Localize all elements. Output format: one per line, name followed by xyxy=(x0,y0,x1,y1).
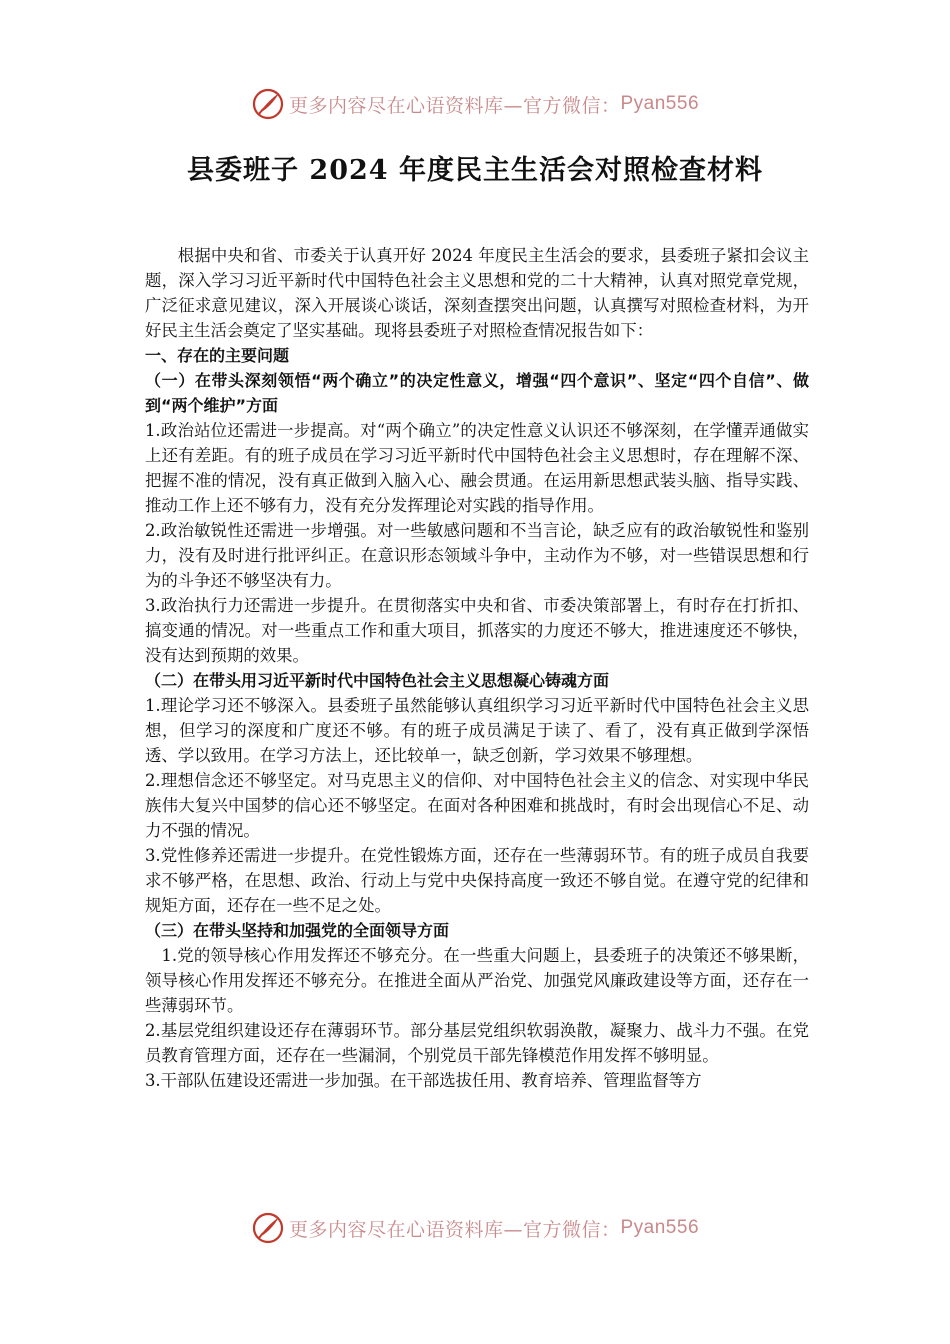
quill-logo-icon xyxy=(251,1211,285,1245)
body-paragraph: 1.理论学习还不够深入。县委班子虽然能够认真组织学习习近平新时代中国特色社会主义思想，但学习的深度和广度还不够。有的班子成员满足于读了、看了，没有真正做到学深悟透、学以致用。在学习方法上，还比较单一，缺乏创新，学习效果不够理想。 xyxy=(145,696,809,765)
body-paragraph: 2.理想信念还不够坚定。对马克思主义的信仰、对中国特色社会主义的信念、对实现中华民族伟大复兴中国梦的信心还不够坚定。在面对各种困难和挑战时，有时会出现信心不足、动力不强的情况。 xyxy=(145,771,809,840)
subsection-heading: （三）在带头坚持和加强党的全面领导方面 xyxy=(145,921,450,940)
body-paragraph: 2.政治敏锐性还需进一步增强。对一些敏感问题和不当言论，缺乏应有的政治敏锐性和鉴别力，没有及时进行批评纠正。在意识形态领域斗争中，主动作为不够，对一些错误思想和行为的斗争还不够坚决有力。 xyxy=(145,521,809,590)
body-paragraph: 2.基层党组织建设还存在薄弱环节。部分基层党组织软弱涣散，凝聚力、战斗力不强。在党员教育管理方面，还存在一些漏洞，个别党员干部先锋模范作用发挥不够明显。 xyxy=(145,1021,809,1065)
body-paragraph: 3.政治执行力还需进一步提升。在贯彻落实中央和省、市委决策部署上，有时存在打折扣、搞变通的情况。对一些重点工作和重大项目，抓落实的力度还不够大，推进速度还不够快，没有达到预期的效果。 xyxy=(145,596,809,665)
document-body xyxy=(145,243,809,1093)
body-paragraph: 1.党的领导核心作用发挥还不够充分。在一些重大问题上，县委班子的决策还不够果断，领导核心作用发挥还不够充分。在推进全面从严治党、加强党风廉政建设等方面，还存在一些薄弱环节。 xyxy=(145,946,809,1015)
banner-text: 更多内容尽在心语资料库—官方微信： xyxy=(288,94,621,117)
quill-logo-icon xyxy=(251,87,285,121)
body-paragraph: 3.党性修养还需进一步提升。在党性锻炼方面，还存在一些薄弱环节。有的班子成员自我要求不够严格，在思想、政治、行动上与党中央保持高度一致还不够自觉。在遵守党的纪律和规矩方面，还存在一些不足之处。 xyxy=(145,846,809,915)
subsection-heading: （二）在带头用习近平新时代中国特色社会主义思想凝心铸魂方面 xyxy=(145,671,610,690)
document-title: 县委班子 2024 年度民主生活会对照检查材料 xyxy=(187,155,763,186)
header-banner xyxy=(0,84,950,124)
banner-handle: Pyan556 xyxy=(620,1217,700,1238)
intro-paragraph: 根据中央和省、市委关于认真开好 2024 年度民主生活会的要求，县委班子紧扣会议主题，深入学习习近平新时代中国特色社会主义思想和党的二十大精神，认真对照党章党规，广泛征求意见建议，深入开展谈心谈话，深刻查摆突出问题，认真撰写对照检查材料，为开好民主生活会奠定了坚实基础。现将县委班子对照检查情况报告如下： xyxy=(145,246,809,340)
section-heading: 一、存在的主要问题 xyxy=(145,346,290,365)
subsection-heading: （一）在带头深刻领悟“两个确立”的决定性意义，增强“四个意识”、坚定“四个自信”、做到“两个维护”方面 xyxy=(145,371,809,415)
body-paragraph: 3.干部队伍建设还需进一步加强。在干部选拔任用、教育培养、管理监督等方 xyxy=(145,1071,702,1090)
banner-handle: Pyan556 xyxy=(620,93,700,114)
body-paragraph: 1.政治站位还需进一步提高。对“两个确立”的决定性意义认识还不够深刻，在学懂弄通做实上还有差距。有的班子成员在学习习近平新时代中国特色社会主义思想时，存在理解不深、把握不准的情况，没有真正做到入脑入心、融会贯通。在运用新思想武装头脑、指导实践、推动工作上还不够有力，没有充分发挥理论对实践的指导作用。 xyxy=(145,421,809,515)
banner-text: 更多内容尽在心语资料库—官方微信： xyxy=(288,1218,621,1241)
footer-banner xyxy=(0,1208,950,1248)
